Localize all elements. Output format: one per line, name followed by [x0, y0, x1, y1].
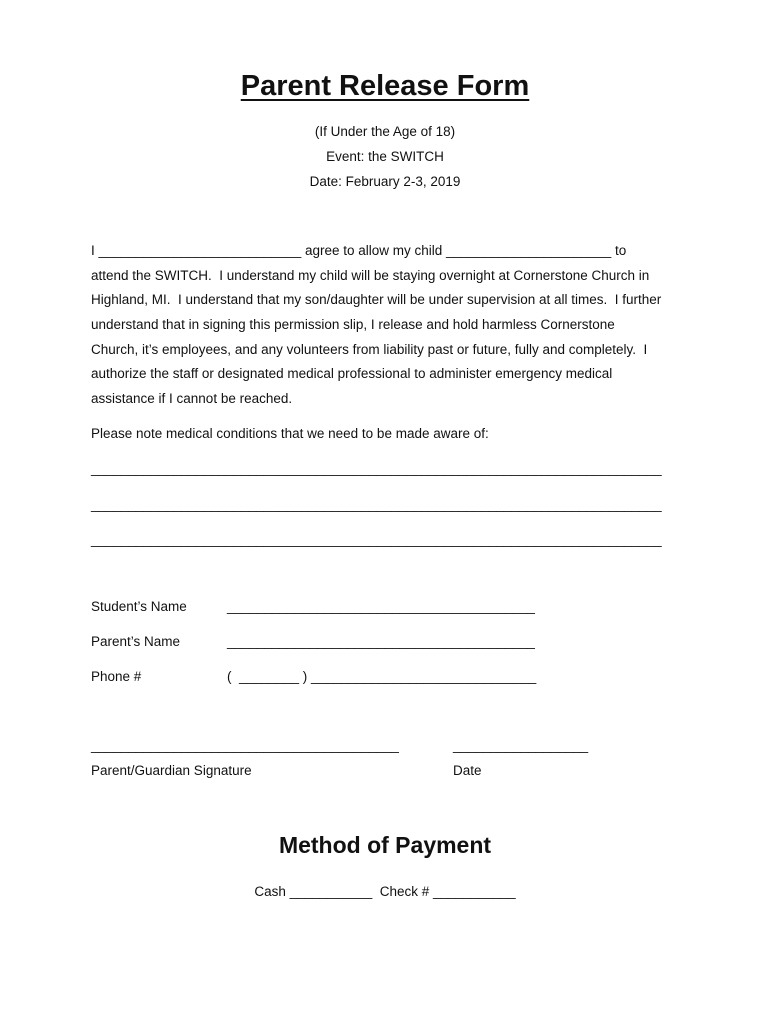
- release-line-5: Church, it’s employees, and any volunteers from liability past or future, fully and completely. I: [91, 342, 648, 357]
- phone-field[interactable]: ( ________ ) ______________________________: [227, 669, 537, 684]
- release-line-3: Highland, MI. I understand that my son/daughter will be under supervision at all times. I further: [91, 292, 662, 307]
- release-line-4: understand that in signing this permission slip, I release and hold harmless Cornerstone: [91, 317, 615, 332]
- age-subtitle: (If Under the Age of 18): [314, 124, 456, 139]
- release-line-7: assistance if I cannot be reached.: [91, 391, 293, 406]
- signature-label: Parent/Guardian Signature: [91, 763, 252, 778]
- signature-field[interactable]: _________________________________________: [91, 738, 399, 753]
- release-line-6: authorize the staff or designated medical professional to administer emergency medical: [91, 366, 613, 381]
- date-field[interactable]: __________________: [453, 738, 589, 753]
- payment-options[interactable]: Cash ___________ Check # ___________: [254, 884, 516, 899]
- release-line-1: I ___________________________ agree to allow my child ______________________ to: [91, 243, 627, 258]
- medical-line-2[interactable]: ____________________________________________________________________________: [91, 497, 662, 512]
- parent-name-field[interactable]: _________________________________________: [227, 634, 535, 649]
- medical-line-3[interactable]: ____________________________________________________________________________: [91, 532, 662, 547]
- student-name-label: Student’s Name: [91, 599, 187, 614]
- release-line-2: attend the SWITCH. I understand my child will be staying overnight at Cornerstone Church in: [91, 268, 650, 283]
- date-subtitle: Date: February 2-3, 2019: [309, 174, 461, 189]
- phone-label: Phone #: [91, 669, 142, 684]
- date-label: Date: [453, 763, 482, 778]
- medical-prompt: Please note medical conditions that we need to be made aware of:: [91, 426, 489, 441]
- event-subtitle: Event: the SWITCH: [326, 149, 444, 164]
- page-title: Parent Release Form: [240, 70, 530, 102]
- parent-name-label: Parent’s Name: [91, 634, 181, 649]
- medical-line-1[interactable]: ____________________________________________________________________________: [91, 461, 662, 476]
- student-name-field[interactable]: _________________________________________: [227, 599, 535, 614]
- payment-heading: Method of Payment: [278, 832, 492, 858]
